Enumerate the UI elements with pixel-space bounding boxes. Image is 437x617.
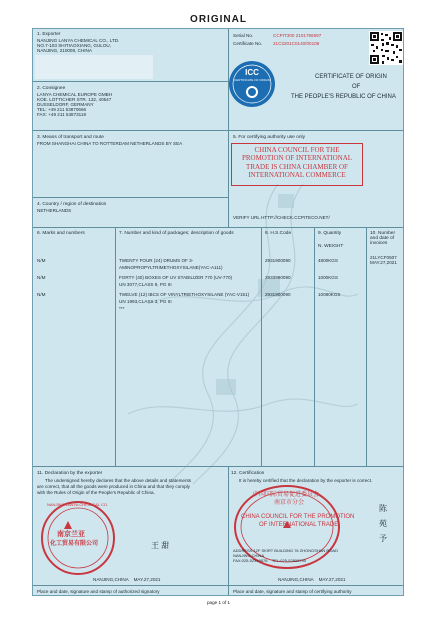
row-2-desc-2: UN 3077,CLASS 9, PG III (119, 282, 172, 287)
declaration-line-3: with the Rules of Origin of the People's Republic of China. (37, 490, 155, 495)
ccpit-stamp-cn-2: 南京市分会 (274, 500, 305, 506)
certificate-sheet (32, 28, 404, 596)
rule (33, 585, 404, 586)
row-1-hscode: 2931900090 (265, 258, 291, 263)
exporter-footer: Place and date, signature and stamp of authorized signatory (37, 589, 160, 594)
ccpit-stamp-line-2: OF INTERNATIONAL TRADE (259, 522, 339, 528)
verify-url: VERIFY URL HTTP://CHECK.CCPITECO.NET/ (233, 215, 330, 220)
authority-label: 5. For certifying authority use only (233, 135, 305, 140)
declaration-line-1: The undersigned hereby declares that the above details and statements (45, 478, 192, 483)
row-3-quantity: 10080KGS (318, 292, 341, 297)
cert-title-line-2: OF (352, 84, 361, 90)
cert-title-line-1: CERTIFICATE OF ORIGIN (315, 74, 387, 80)
icc-ring-text: CERTIFICATE OF ORIGIN (234, 78, 270, 82)
ccpit-address-2: NANJING,CHINA (233, 553, 265, 558)
exporter-line-2: NO.7-103 SHITIAOXIANG, GULOU, (37, 43, 112, 48)
rule (314, 227, 315, 466)
row-2-marks: N/M (37, 275, 46, 280)
great-wall-watermark (128, 184, 358, 484)
exporter-signature: 王 甜 (151, 541, 170, 550)
certifier-place-date: NANJING,CHINA MAY.27,2021 (278, 577, 346, 582)
document-title: ORIGINAL (190, 14, 247, 25)
row-2-quantity: 1000KGS (318, 275, 338, 280)
consignee-label: 2. Consignee (37, 86, 66, 91)
row-3-desc-1: TWELVE (12) IBCS OF VINYLTRIETHOXYSILANE (YAC-V151) (119, 292, 250, 297)
certification-label: 12. Certification (231, 471, 265, 476)
row-1-invoice-no: 21LYCF0507 (370, 255, 397, 260)
exporter-stamp-outer-text: NANJING LANYA CHEMICAL CO. (47, 502, 109, 507)
certification-line: It is hereby certified that the declaration by the exporter is correct. (239, 478, 373, 483)
row-3-marks: N/M (37, 292, 46, 297)
serial-value: CCPIT300 2101766597 (273, 33, 322, 38)
rule (228, 29, 229, 130)
ccpit-line-3: TRADE IS CHINA CHAMBER OF (246, 162, 348, 171)
ccpit-line-1: CHINA COUNCIL FOR THE (254, 146, 340, 154)
col-weight-subheader: N. WEIGHT (318, 244, 344, 249)
col-hscode-header: 8. H.S.Code (265, 231, 292, 236)
rule (33, 227, 404, 228)
row-3-desc-3: *** (119, 306, 125, 311)
row-1-desc-1: TWENTY FOUR (24) DRUMS OF 3- (119, 258, 194, 263)
row-2-hscode: 2933990090 (265, 275, 291, 280)
icc-logo-text: ICC (245, 68, 259, 77)
ccpit-address-3: FAX:025-52349878 TEL:025-52856790 (233, 558, 307, 563)
exporter-line-3: NANJING, 210008, CHINA (37, 48, 92, 53)
exporter-line-1: NANJING LANYA CHEMICAL CO., LTD. (37, 38, 120, 43)
ccpit-box (231, 143, 363, 186)
certifier-signature: 陈 苑 予 (379, 504, 390, 543)
transport-value: FROM SHANGHAI CHINA TO ROTTERDAM NETHERLANDS BY SEA (37, 141, 183, 146)
declaration-label: 11. Declaration by the exporter (37, 471, 103, 476)
transport-label: 3. Means of transport and route (37, 135, 104, 140)
rule (261, 227, 262, 466)
destination-label: 4. Country / region of destination (37, 202, 107, 207)
rule (33, 130, 404, 131)
exporter-stamp-cn-1: 南京兰亚 (57, 531, 85, 538)
certifier-footer: Place and date, signature and stamp of certifying authority (233, 589, 352, 594)
exporter-stamp-cn-2: 化工贸易有限公司 (50, 541, 99, 547)
col-description-header: 7. Number and kind of packages; description of goods (119, 231, 234, 236)
ccpit-stamp-line-1: CHINA COUNCIL FOR THE PROMOTION (241, 514, 355, 520)
ccpit-address-1: ADDRESS:12F SKIRT BUILDING 76 ZHONGSHAN ROAD (233, 548, 338, 553)
rule (228, 466, 229, 596)
page-number: page 1 of 1 (207, 600, 230, 605)
rule (33, 466, 404, 467)
ccpit-line-4: INTERNATIONAL COMMERCE (248, 171, 346, 180)
declaration-line-2: are correct, that all the goods were produced in China and that they comply (37, 484, 190, 489)
qr-code (369, 31, 403, 65)
ccpit-line-2: PROMOTION OF INTERNATIONAL (241, 154, 353, 163)
certificate-no-value: 21C3201C0140/00108 (273, 41, 320, 46)
consignee-line-1: LANYA CHEMICAL EUROPE GMBH (37, 92, 113, 97)
rule (366, 227, 367, 466)
consignee-line-3: DUSSELDORF, GERMANY (37, 102, 94, 107)
serial-label: Serial No. (233, 33, 254, 38)
consignee-line-5: FAX: +49 211 53873119 (37, 112, 86, 117)
row-1-invoice-date: MAY.27,2021 (370, 260, 397, 265)
row-1-marks: N/M (37, 258, 46, 263)
icc-logo (229, 61, 275, 107)
col-invoice-header-2: and date of (370, 236, 395, 241)
rule (115, 227, 116, 466)
rule (228, 130, 229, 227)
rule (33, 197, 228, 198)
consignee-line-4: TEL: +49 211 53870666 (37, 107, 87, 112)
row-3-desc-2: UN 1993,CLASS 3, PG III (119, 299, 172, 304)
row-1-desc-2: AMINOPROPYLTRIMETHOXYSILANE(YAC-A111) (119, 265, 223, 270)
row-3-hscode: 2931900090 (265, 292, 291, 297)
ccpit-stamp-cn: 中国国际贸易促进委员会 (253, 492, 320, 498)
row-1-quantity: 4800KGS (318, 258, 338, 263)
rule (33, 81, 228, 82)
col-quantity-header: 9. Quantity (318, 231, 342, 236)
exporter-label: 1. Exporter (37, 32, 61, 37)
cert-title-line-3: THE PEOPLE'S REPUBLIC OF CHINA (291, 94, 396, 100)
exporter-place-date: NANJING,CHINA MAY.27,2021 (93, 577, 161, 582)
row-2-desc-1: FORTY (40) BOXES OF UV STABILIZER 770 (UV-770) (119, 275, 233, 280)
col-invoice-header-3: invoices (370, 241, 388, 246)
col-invoice-header-1: 10. Number (370, 231, 396, 236)
col-marks-header: 6. Marks and numbers (37, 231, 85, 236)
destination-value: NETHERLANDS (37, 208, 72, 213)
consignee-line-2: KOE. LOTTICHER STR. 132, 40547 (37, 97, 112, 102)
certificate-no-label: Certificate No. (233, 41, 263, 46)
exporter-redaction (35, 55, 153, 79)
